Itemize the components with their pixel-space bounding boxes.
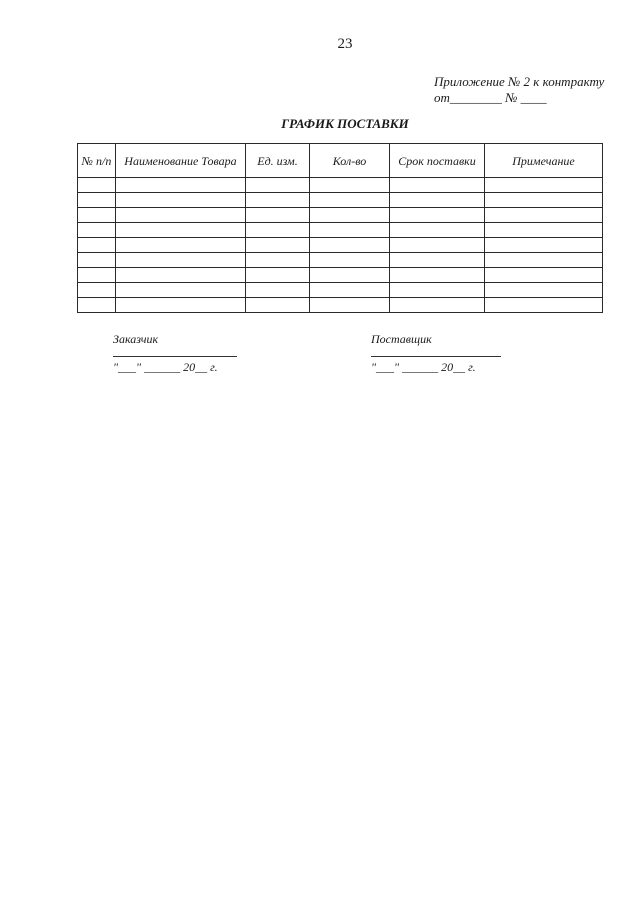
table-cell[interactable] (485, 238, 603, 253)
header-unit: Ед. изм. (246, 144, 310, 178)
table-cell[interactable] (116, 208, 246, 223)
appendix-line-2: от________ № ____ (434, 90, 547, 105)
customer-label: Заказчик (113, 332, 159, 346)
page-number: 23 (337, 36, 353, 52)
table-cell[interactable] (78, 283, 116, 298)
table-row (78, 238, 603, 253)
table-cell[interactable] (485, 253, 603, 268)
header-note: Примечание (485, 144, 603, 178)
customer-signature-line[interactable] (113, 350, 237, 357)
table-cell[interactable] (116, 283, 246, 298)
header-quantity: Кол-во (310, 144, 390, 178)
table-row (78, 223, 603, 238)
table-cell[interactable] (78, 223, 116, 238)
table-cell[interactable] (78, 178, 116, 193)
table-cell[interactable] (310, 268, 390, 283)
table-cell[interactable] (485, 208, 603, 223)
table-cell[interactable] (390, 298, 485, 313)
table-cell[interactable] (78, 268, 116, 283)
appendix-line-1: Приложение № 2 к контракту (434, 74, 605, 89)
table-cell[interactable] (246, 283, 310, 298)
table-cell[interactable] (485, 268, 603, 283)
table-cell[interactable] (485, 283, 603, 298)
supplier-date: "___" ______ 20__ г. (371, 360, 476, 374)
table-header-row (78, 144, 603, 178)
table-cell[interactable] (246, 178, 310, 193)
supplier-signature-block (371, 332, 501, 375)
table-cell[interactable] (390, 268, 485, 283)
table-cell[interactable] (78, 298, 116, 313)
table-cell[interactable] (390, 178, 485, 193)
table-cell[interactable] (246, 208, 310, 223)
table-body (78, 178, 603, 313)
table-row (78, 253, 603, 268)
supplier-signature-line[interactable] (371, 350, 501, 357)
table-cell[interactable] (246, 238, 310, 253)
customer-date: "___" ______ 20__ г. (113, 360, 218, 374)
table-cell[interactable] (116, 238, 246, 253)
table-cell[interactable] (485, 298, 603, 313)
table-cell[interactable] (116, 253, 246, 268)
table-row (78, 178, 603, 193)
table-cell[interactable] (390, 253, 485, 268)
table-cell[interactable] (310, 253, 390, 268)
table-cell[interactable] (310, 178, 390, 193)
table-cell[interactable] (390, 223, 485, 238)
table-cell[interactable] (310, 283, 390, 298)
table-cell[interactable] (116, 268, 246, 283)
table-row (78, 208, 603, 223)
header-product-name: Наименование Товара (116, 144, 246, 178)
table-cell[interactable] (310, 298, 390, 313)
document-title: ГРАФИК ПОСТАВКИ (281, 116, 409, 131)
table-cell[interactable] (78, 208, 116, 223)
table-cell[interactable] (390, 208, 485, 223)
table-cell[interactable] (78, 253, 116, 268)
table-cell[interactable] (246, 268, 310, 283)
table-cell[interactable] (310, 223, 390, 238)
table-row (78, 268, 603, 283)
table-cell[interactable] (485, 193, 603, 208)
table-cell[interactable] (116, 223, 246, 238)
customer-signature-block (113, 332, 237, 375)
header-delivery-date: Срок поставки (390, 144, 485, 178)
table-row (78, 298, 603, 313)
table-cell[interactable] (246, 298, 310, 313)
table-cell[interactable] (390, 283, 485, 298)
table-cell[interactable] (310, 193, 390, 208)
table-cell[interactable] (390, 193, 485, 208)
delivery-schedule-table (77, 143, 603, 313)
supplier-label: Поставщик (371, 332, 432, 346)
appendix-reference (434, 74, 604, 106)
table-cell[interactable] (485, 223, 603, 238)
table-row (78, 283, 603, 298)
table-cell[interactable] (246, 193, 310, 208)
table-row (78, 193, 603, 208)
table-cell[interactable] (78, 193, 116, 208)
table-cell[interactable] (310, 208, 390, 223)
table-cell[interactable] (116, 298, 246, 313)
table-cell[interactable] (78, 238, 116, 253)
table-cell[interactable] (116, 193, 246, 208)
table-cell[interactable] (390, 238, 485, 253)
table-cell[interactable] (116, 178, 246, 193)
table-cell[interactable] (246, 223, 310, 238)
table-cell[interactable] (310, 238, 390, 253)
table-cell[interactable] (485, 178, 603, 193)
header-number: № п/п (78, 144, 116, 178)
table-cell[interactable] (246, 253, 310, 268)
